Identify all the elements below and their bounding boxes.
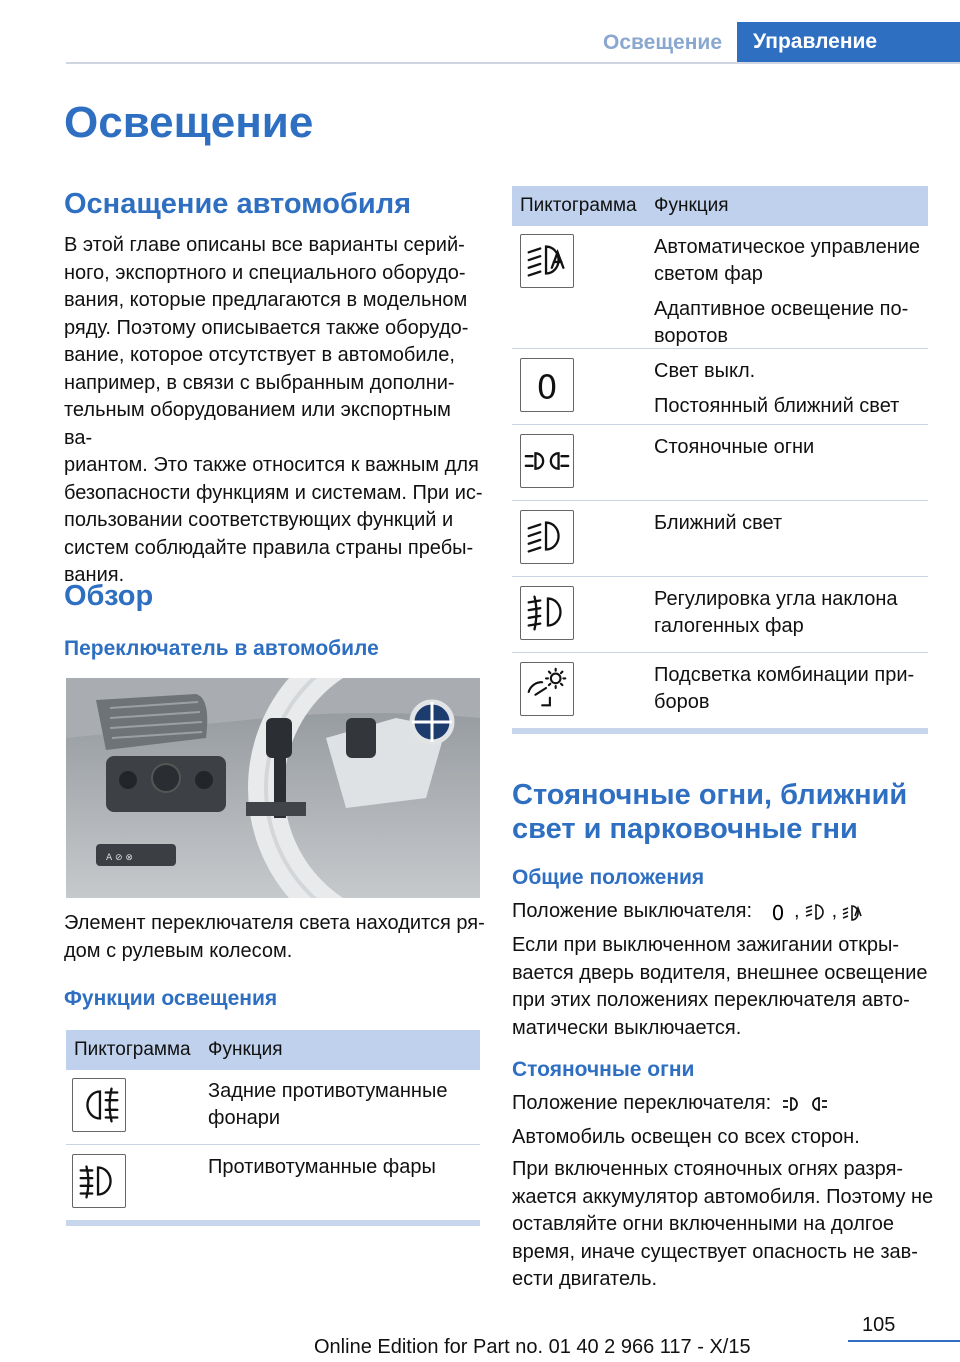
row-rear-fog-text: Задние противотуманные фонари xyxy=(208,1080,448,1129)
page-title: Освещение xyxy=(64,98,314,147)
parking-section-heading: Стояночные огни, ближний свет и парковочные гни xyxy=(512,779,908,845)
row-range-text: Регулировка угла наклона галогенных фар xyxy=(654,588,898,637)
col-function: Функция xyxy=(208,1039,283,1060)
header-tab-lighting[interactable]: Освещение xyxy=(603,31,722,54)
parking-lights-icon xyxy=(781,1092,829,1116)
row-divider xyxy=(512,652,928,653)
general-text: Если при выключенном зажигании откры- вается дверь водителя, внешнее освещение при этих положениях переключателя авто- матически выключается. xyxy=(512,934,928,1039)
header-tab-controls[interactable]: Управление xyxy=(737,22,960,62)
photo-caption: Элемент переключателя света находится ря- дом с рулевым колесом. xyxy=(64,912,485,962)
row-low-beam-text: Ближний свет xyxy=(654,512,783,534)
equipment-text: В этой главе описаны все варианты серий- ного, экспортного и специального оборудо- вания, которые предлагаются в модельном ряду. Поэтому описывается также оборудо- вание, которое отсутствует в автомобиле, например, в связи с выбранным дополни- тельным оборудованием или экспортным ва- риантом. Это также относится к важным для безопасности функциям и системам. При ис- пользовании соответствующих функций и систем соблюдайте правила страны пребы- вания. xyxy=(64,234,483,586)
equipment-heading: Оснащение автомобиля xyxy=(64,188,412,220)
headlight-range-icon xyxy=(520,586,574,640)
row-divider xyxy=(512,576,928,577)
auto-light-icon xyxy=(520,234,574,288)
parking-heading: Стояночные огни xyxy=(512,1058,695,1081)
row-front-fog-text: Противотуманные фары xyxy=(208,1156,436,1178)
overview-heading: Обзор xyxy=(64,580,154,612)
header-rule xyxy=(66,62,960,64)
row-divider xyxy=(512,424,928,425)
svg-text:A ⊘ ⊗: A ⊘ ⊗ xyxy=(106,853,133,863)
svg-text:0: 0 xyxy=(536,368,558,407)
footer-rule xyxy=(848,1340,960,1342)
light-off-icon xyxy=(766,900,790,924)
edition-note: Online Edition for Part no. 01 40 2 966 117 - X/15 xyxy=(314,1336,751,1358)
row-light-off-text: Свет выкл. Постоянный ближний свет xyxy=(654,360,900,417)
col-pictogram: Пиктограмма xyxy=(520,195,637,216)
instrument-lighting-icon xyxy=(520,662,574,716)
row-auto-light-text: Автоматическое управление светом фар Адаптивное освещение по- воротов xyxy=(654,236,921,347)
switch-positions-line: Положение выключателя: 0 , , xyxy=(512,898,869,926)
row-parking-text: Стояночные огни xyxy=(654,436,815,458)
row-divider xyxy=(512,500,928,501)
low-beam-icon xyxy=(804,900,828,924)
front-fog-icon xyxy=(72,1154,126,1208)
overview-subheading: Переключатель в автомобиле xyxy=(64,637,379,660)
parking-switch-line: Положение переключателя: xyxy=(512,1090,833,1118)
row-divider xyxy=(66,1144,480,1145)
page-number: 105 xyxy=(862,1314,896,1336)
parking-text: При включенных стояночных огнях разря- жается аккумулятор автомобиля. Поэтому не оставляйте огни включенными на долгое время, иначе существует опасность не зав- ести двигатель. xyxy=(512,1158,934,1290)
parking-line1: Автомобиль освещен со всех сторон. xyxy=(512,1126,860,1148)
svg-text:0: 0 xyxy=(771,900,785,924)
col-pictogram: Пиктограмма xyxy=(74,1039,191,1060)
parking-lights-icon xyxy=(520,434,574,488)
row-divider xyxy=(512,348,928,349)
col-function: Функция xyxy=(654,195,729,216)
row-instrument-text: Подсветка комбинации при- боров xyxy=(654,664,915,713)
general-heading: Общие положения xyxy=(512,866,705,889)
rear-fog-icon xyxy=(72,1078,126,1132)
right-table-end xyxy=(512,728,928,734)
functions-table-header xyxy=(66,1030,480,1070)
dashboard-switch-photo xyxy=(66,678,480,898)
light-off-icon xyxy=(520,358,574,412)
functions-table-end xyxy=(66,1220,480,1226)
low-beam-icon xyxy=(520,510,574,564)
functions-heading: Функции освещения xyxy=(64,987,278,1010)
right-table-header xyxy=(512,186,928,226)
auto-light-icon xyxy=(841,900,865,924)
